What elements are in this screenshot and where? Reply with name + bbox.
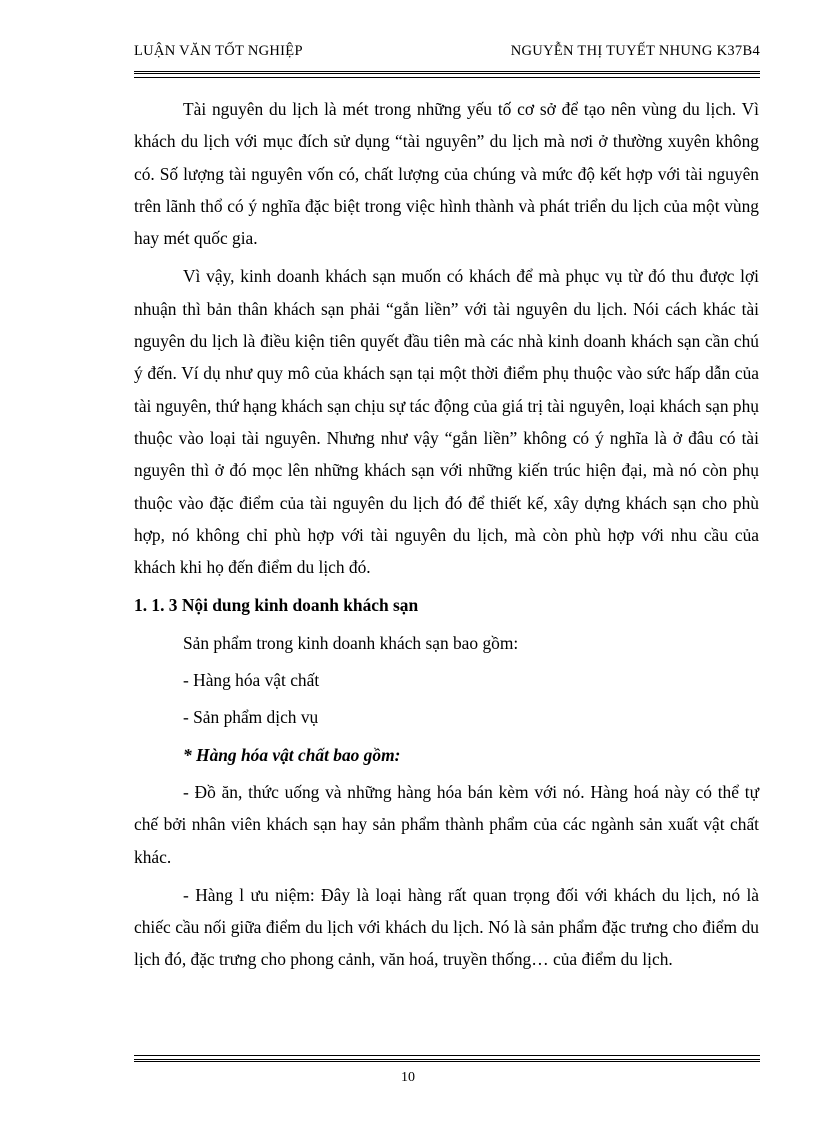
footer-rule-thin: [134, 1055, 760, 1056]
paragraph-souvenirs: - Hàng l ưu niệm: Đây là loại hàng rất quan trọng đối với khách du lịch, nó là chiếc cầu nối giữa điểm du lịch với khách du lịch. Nó là sản phẩm đặc trưng cho điểm du lịch đó, đặc trưng cho phong cảnh, văn hoá, truyền thống… của điểm du lịch.: [134, 884, 759, 970]
products-intro: Sản phẩm trong kinh doanh khách sạn bao gồm:: [183, 632, 519, 653]
subheading-material-goods: * Hàng hóa vật chất bao gồm:: [183, 744, 401, 765]
header-rule: [134, 71, 760, 74]
page-header: [134, 36, 760, 60]
list-item-services: - Sản phẩm dịch vụ: [183, 707, 319, 728]
paragraph-food-drinks: - Đồ ăn, thức uống và những hàng hóa bán kèm với nó. Hàng hoá này có thể tự chế bởi nhân viên khách sạn hay sản phẩm thành phẩm của các ngành sản xuất vật chất khác.: [134, 781, 759, 867]
header-rule-thin: [134, 77, 760, 78]
footer-rule: [134, 1059, 760, 1062]
header-author: NGUYỄN THỊ TUYẾT NHUNG K37B4: [510, 43, 760, 59]
paragraph-tourism-resources: Tài nguyên du lịch là mét trong những yếu tố cơ sở để tạo nên vùng du lịch. Vì khách du lịch với mục đích sử dụng “tài nguyên” du lịch mà nơi ở thường xuyên không có. Số lượng tài nguyên vốn có, chất lượng của chúng và mức độ kết hợp với tài nguyên trên lãnh thổ có ý nghĩa đặc biệt trong việc hình thành và phát triển du lịch của một vùng hay mét quốc gia.: [134, 99, 759, 249]
document-body: [134, 93, 759, 982]
page-number: 10: [401, 1070, 415, 1085]
header-thesis-title: LUẬN VĂN TỐT NGHIỆP: [134, 43, 303, 59]
paragraph-hotel-business: Vì vậy, kinh doanh khách sạn muốn có khách để mà phục vụ từ đó thu được lợi nhuận thì bản thân khách sạn phải “gắn liền” với tài nguyên du lịch. Nói cách khác tài nguyên du lịch là điều kiện tiên quyết đầu tiên mà các nhà kinh doanh khách sạn cần chú ý đến. Ví dụ như quy mô của khách sạn tại một thời điểm phụ thuộc vào sức hấp dẫn của tài nguyên, thứ hạng khách sạn chịu sự tác động của giá trị tài nguyên, loại khách sạn phụ thuộc vào loại tài nguyên. Nhưng như vậy “gắn liền” không có ý nghĩa là ở đâu có tài nguyên thì ở đó mọc lên những khách sạn với những kiến trúc hiện đại, mà nó còn phụ thuộc vào đặc điểm của tài nguyên du lịch đó để thiết kế, xây dựng khách sạn cho phù hợp, nó không chỉ phù hợp với tài nguyên du lịch, mà còn phù hợp với nhu cầu của khách khi họ đến điểm du lịch đó.: [134, 266, 759, 578]
section-heading: 1. 1. 3 Nội dung kinh doanh khách sạn: [134, 595, 419, 616]
list-item-material-goods: - Hàng hóa vật chất: [183, 670, 320, 691]
